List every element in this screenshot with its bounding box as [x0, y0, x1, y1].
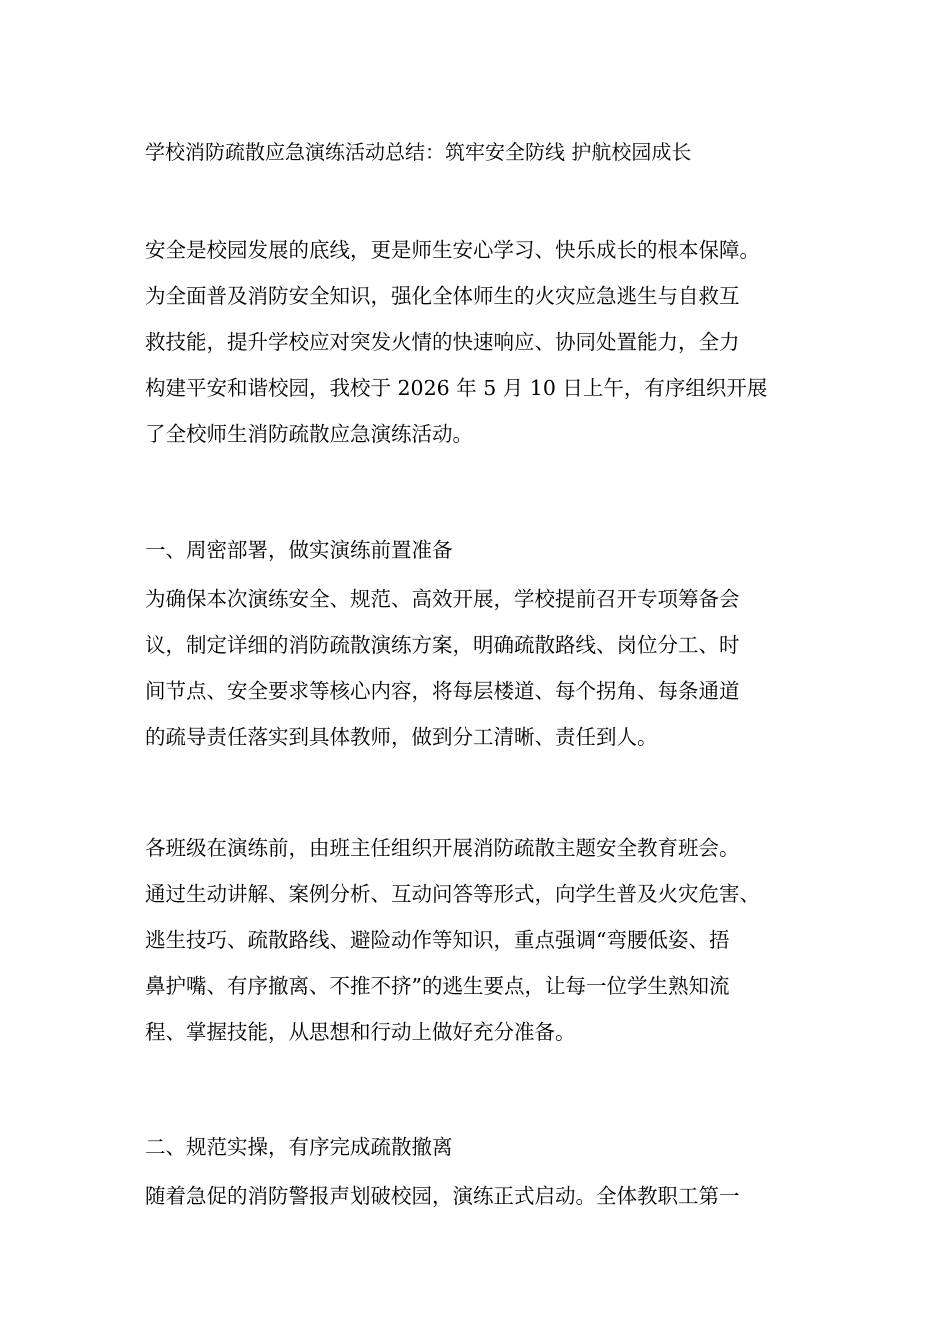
paragraph-line: 议，制定详细的消防疏散演练方案，明确疏散路线、岗位分工、时	[145, 633, 740, 657]
paragraph-line: 通过生动讲解、案例分析、互动问答等形式，向学生普及火灾危害、	[145, 882, 760, 906]
paragraph-line: 为确保本次演练安全、规范、高效开展，学校提前召开专项筹备会	[145, 587, 740, 611]
document-title: 学校消防疏散应急演练活动总结：筑牢安全防线 护航校园成长	[145, 140, 692, 164]
paragraph-line: 为全面普及消防安全知识，强化全体师生的火灾应急逃生与自救互	[145, 284, 740, 308]
intro-paragraph	[145, 227, 825, 457]
section-heading-2: 二、规范实操，有序完成疏散撤离	[145, 1135, 453, 1159]
section1-paragraph-1	[145, 576, 825, 760]
paragraph-line: 了全校师生消防疏散应急演练活动。	[145, 422, 473, 446]
paragraph-line: 安全是校园发展的底线，更是师生安心学习、快乐成长的根本保障。	[145, 238, 760, 262]
section-heading-1: 一、周密部署，做实演练前置准备	[145, 538, 453, 562]
paragraph-line: 随着急促的消防警报声划破校园，演练正式启动。全体教职工第一	[145, 1184, 740, 1208]
paragraph-line: 间节点、安全要求等核心内容，将每层楼道、每个拐角、每条通道	[145, 679, 740, 703]
paragraph-line: 构建平安和谐校园，我校于 2026 年 5 月 10 日上午，有序组织开展	[145, 376, 768, 400]
paragraph-line: 各班级在演练前，由班主任组织开展消防疏散主题安全教育班会。	[145, 836, 740, 860]
section2-paragraph-1	[145, 1173, 825, 1219]
paragraph-line: 的疏导责任落实到具体教师，做到分工清晰、责任到人。	[145, 725, 658, 749]
section1-paragraph-2	[145, 825, 825, 1055]
paragraph-line: 救技能，提升学校应对突发火情的快速响应、协同处置能力，全力	[145, 330, 740, 354]
paragraph-line: 鼻护嘴、有序撤离、不推不挤”的逃生要点，让每一位学生熟知流	[145, 974, 730, 998]
paragraph-line: 程、掌握技能，从思想和行动上做好充分准备。	[145, 1020, 576, 1044]
paragraph-line: 逃生技巧、疏散路线、避险动作等知识，重点强调“弯腰低姿、捂	[145, 928, 730, 952]
